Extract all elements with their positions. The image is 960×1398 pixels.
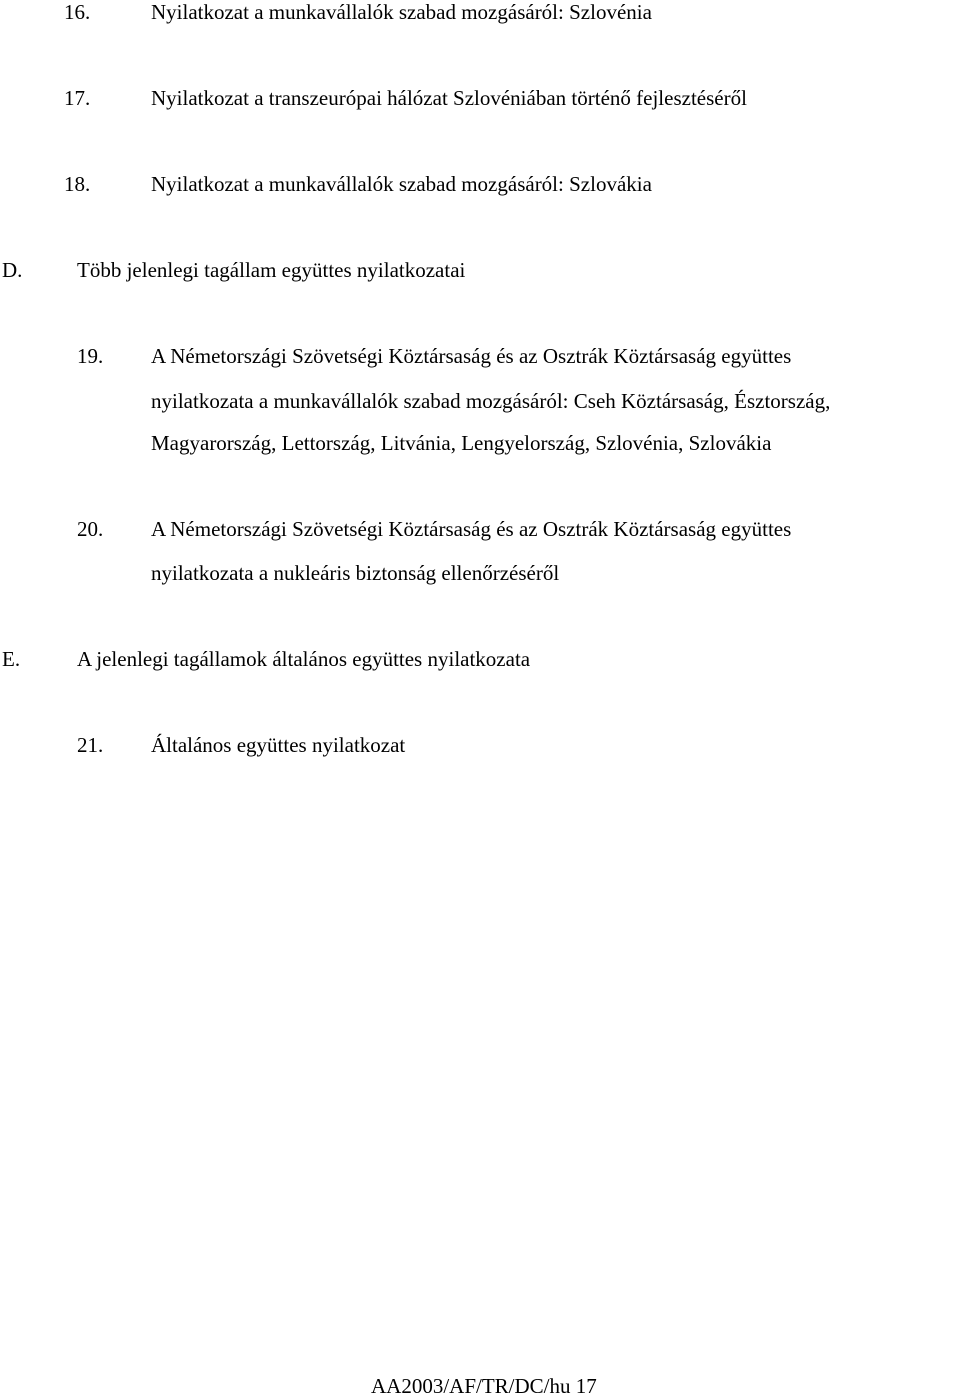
item-number: 21. bbox=[77, 733, 104, 757]
item-text: Nyilatkozat a munkavállalók szabad mozgásáról: Szlovénia bbox=[151, 0, 652, 24]
section-title: A jelenlegi tagállamok általános együttes nyilatkozata bbox=[77, 647, 531, 671]
item-number: 19. bbox=[77, 344, 104, 368]
item-text: Nyilatkozat a munkavállalók szabad mozgásáról: Szlovákia bbox=[151, 172, 652, 196]
item-text-line: A Németországi Szövetségi Köztársaság és az Osztrák Köztársaság együttes bbox=[151, 344, 792, 368]
section-letter: E. bbox=[2, 647, 21, 671]
item-text-line: Magyarország, Lettország, Litvánia, Lengyelország, Szlovénia, Szlovákia bbox=[151, 431, 772, 455]
item-number: 18. bbox=[64, 172, 91, 196]
document-reference: AA2003/AF/TR/DC/hu 17 bbox=[371, 1374, 597, 1398]
section-title: Több jelenlegi tagállam együttes nyilatkozatai bbox=[77, 258, 466, 282]
item-text: Általános együttes nyilatkozat bbox=[151, 733, 406, 757]
item-text-line: nyilatkozata a nukleáris biztonság ellenőrzéséről bbox=[151, 561, 560, 585]
item-text: Nyilatkozat a transzeurópai hálózat Szlovéniában történő fejlesztéséről bbox=[151, 86, 747, 110]
item-number: 16. bbox=[64, 0, 91, 24]
section-letter: D. bbox=[2, 258, 23, 282]
item-text-line: nyilatkozata a munkavállalók szabad mozgásáról: Cseh Köztársaság, Észtország, bbox=[151, 389, 831, 413]
item-text-line: A Németországi Szövetségi Köztársaság és az Osztrák Köztársaság együttes bbox=[151, 517, 792, 541]
item-number: 17. bbox=[64, 86, 91, 110]
item-number: 20. bbox=[77, 517, 104, 541]
